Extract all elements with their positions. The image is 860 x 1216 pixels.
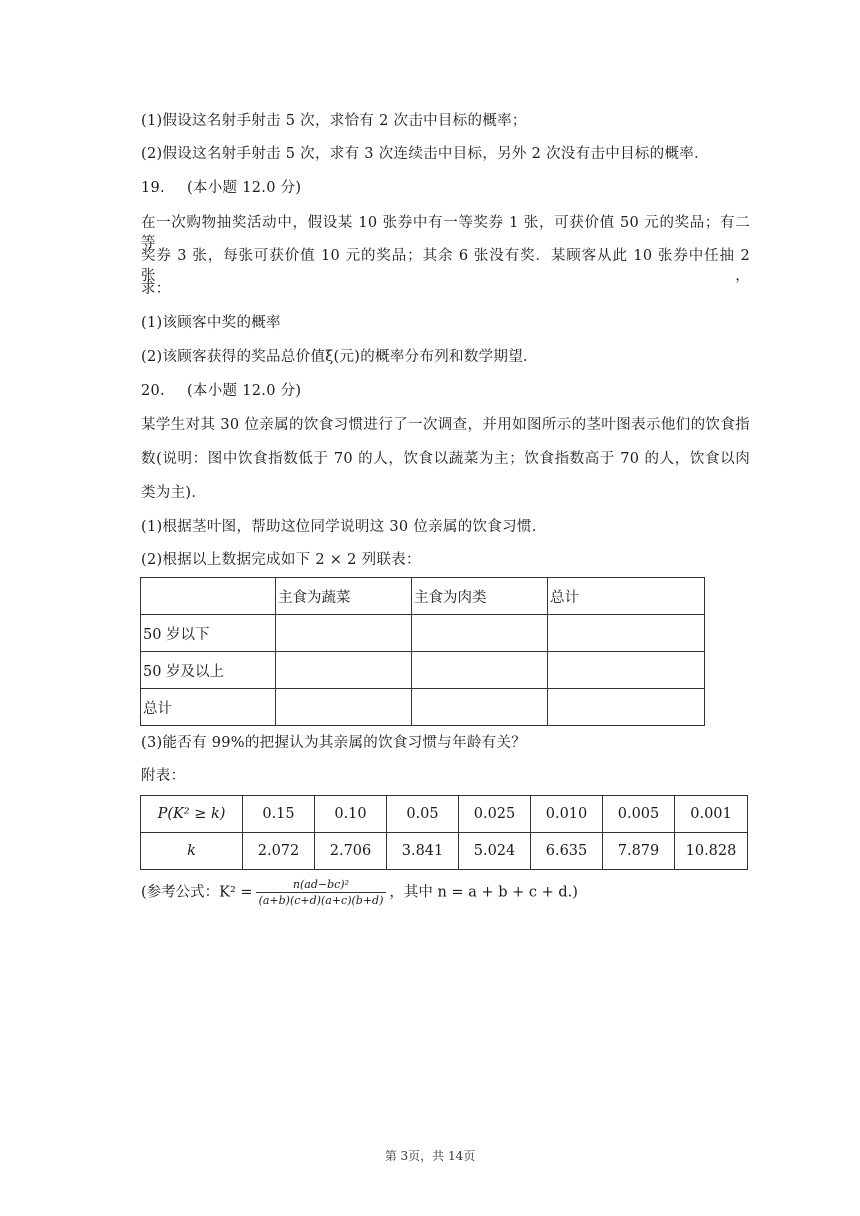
table-cell bbox=[548, 615, 705, 652]
q20-para-1: 某学生对其 30 位亲属的饮食习惯进行了一次调查，并用如图所示的茎叶图表示他们的饮食指 bbox=[141, 417, 750, 433]
table-row bbox=[141, 578, 705, 615]
table-cell: 0.10 bbox=[315, 796, 387, 833]
table-header-cell: 主食为蔬菜 bbox=[276, 578, 412, 615]
table-cell: 0.010 bbox=[531, 796, 603, 833]
critical-value-table bbox=[140, 795, 748, 870]
table-cell: 10.828 bbox=[675, 833, 748, 870]
q20-para-2: 数(说明：图中饮食指数低于 70 的人，饮食以蔬菜为主；饮食指数高于 70 的人，饮食以肉 bbox=[141, 451, 750, 467]
formula-fraction bbox=[256, 878, 387, 907]
table-cell: 0.15 bbox=[243, 796, 315, 833]
q19-para-3: 求： bbox=[141, 281, 171, 297]
table-row-label: 50 岁及以上 bbox=[141, 652, 276, 689]
table-cell bbox=[276, 689, 412, 726]
table-cell: 2.072 bbox=[243, 833, 315, 870]
formula-numerator: n(ad−bc)² bbox=[256, 878, 387, 893]
k-row-label: k bbox=[141, 833, 243, 870]
q19-para-2: 奖券 3 张，每张可获价值 10 元的奖品；其余 6 张没有奖．某顾客从此 10 张券中任抽 2 张， bbox=[141, 248, 750, 284]
table-cell: 7.879 bbox=[603, 833, 675, 870]
q18-sub2: (2)假设这名射手射击 5 次，求有 3 次连续击中目标，另外 2 次没有击中目标的概率． bbox=[141, 146, 709, 162]
page-footer: 第 3页，共 14页 bbox=[384, 1149, 476, 1163]
q19-score: (本小题 12.0 分) bbox=[186, 180, 302, 196]
table-cell: 6.635 bbox=[531, 833, 603, 870]
q20-sub2: (2)根据以上数据完成如下 2 × 2 列联表： bbox=[141, 552, 421, 568]
reference-formula bbox=[141, 878, 578, 918]
table-row bbox=[141, 652, 705, 689]
table-row bbox=[141, 689, 705, 726]
table-cell bbox=[276, 652, 412, 689]
formula-prefix: (参考公式：K² = bbox=[141, 884, 253, 901]
q19-sub2: (2)该顾客获得的奖品总价值ξ(元)的概率分布列和数学期望． bbox=[141, 349, 538, 365]
q20-number: 20. bbox=[141, 383, 165, 399]
table-row bbox=[141, 796, 748, 833]
table-cell bbox=[548, 652, 705, 689]
table-cell: 2.706 bbox=[315, 833, 387, 870]
table-row bbox=[141, 833, 748, 870]
table-cell: 0.005 bbox=[603, 796, 675, 833]
q20-header bbox=[141, 381, 750, 401]
table-cell bbox=[412, 652, 548, 689]
p-row-label: P(K² ≥ k) bbox=[141, 796, 243, 833]
table-cell bbox=[548, 689, 705, 726]
q19-header bbox=[141, 178, 750, 198]
q18-sub1: (1)假设这名射手射击 5 次，求恰有 2 次击中目标的概率； bbox=[141, 113, 527, 129]
table-row-label: 总计 bbox=[141, 689, 276, 726]
formula-denominator: (a+b)(c+d)(a+c)(b+d) bbox=[258, 894, 384, 907]
table-cell: 0.05 bbox=[387, 796, 459, 833]
table-header-cell: 主食为肉类 bbox=[412, 578, 548, 615]
q19-sub1: (1)该顾客中奖的概率 bbox=[141, 315, 281, 331]
table-cell bbox=[412, 615, 548, 652]
table-row-label: 50 岁以下 bbox=[141, 615, 276, 652]
q20-score: (本小题 12.0 分) bbox=[186, 383, 302, 399]
contingency-table bbox=[140, 577, 705, 726]
formula-suffix: ，其中 n = a + b + c + d.) bbox=[389, 884, 578, 901]
table-cell: 3.841 bbox=[387, 833, 459, 870]
table-cell bbox=[141, 578, 276, 615]
table-cell: 0.025 bbox=[459, 796, 531, 833]
q19-para-1: 在一次购物抽奖活动中，假设某 10 张券中有一等奖券 1 张，可获价值 50 元的奖品；有二等 bbox=[141, 215, 750, 251]
table-cell bbox=[412, 689, 548, 726]
q20-sub3: (3)能否有 99%的把握认为其亲属的饮食习惯与年龄有关？ bbox=[141, 735, 527, 751]
table-cell: 5.024 bbox=[459, 833, 531, 870]
appendix-label: 附表： bbox=[141, 768, 186, 784]
table-cell: 0.001 bbox=[675, 796, 748, 833]
q19-number: 19. bbox=[141, 180, 165, 196]
table-cell bbox=[276, 615, 412, 652]
q20-para-3: 类为主)． bbox=[141, 485, 207, 501]
q20-sub1: (1)根据茎叶图，帮助这位同学说明这 30 位亲属的饮食习惯． bbox=[141, 519, 547, 535]
table-header-cell: 总计 bbox=[548, 578, 705, 615]
table-row bbox=[141, 615, 705, 652]
